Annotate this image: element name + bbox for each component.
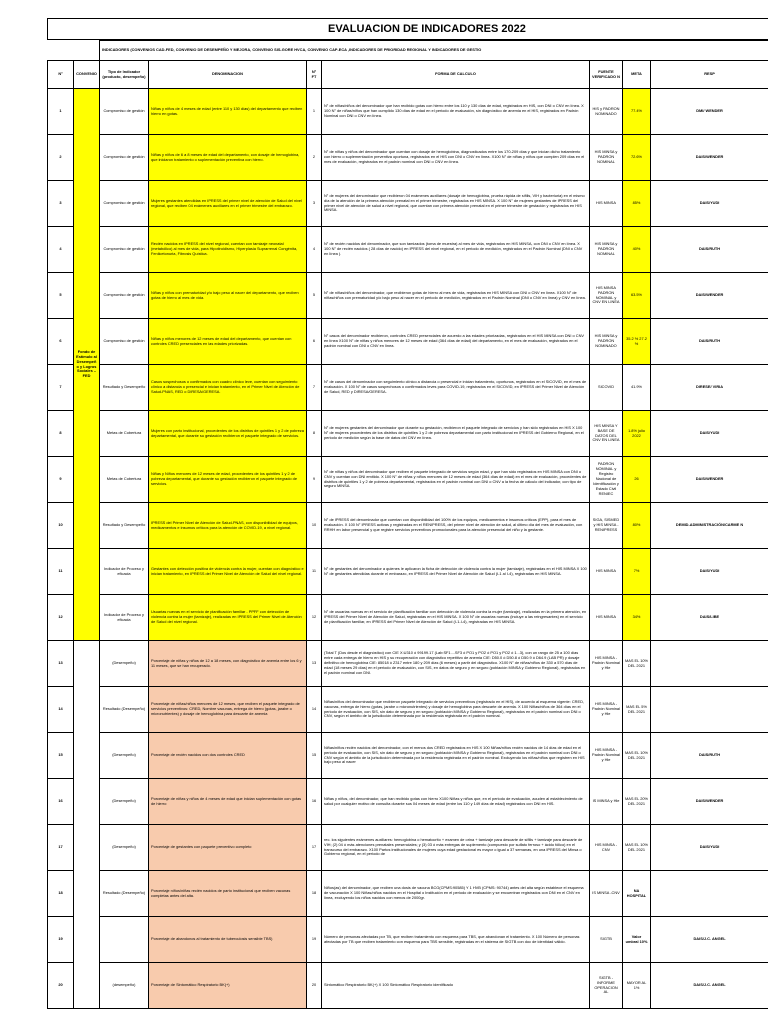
row-tipo: (desempeño)	[100, 963, 149, 1009]
row-number: 16	[48, 779, 74, 825]
row-nft: 12	[307, 595, 322, 641]
row-meta: 7%	[623, 549, 651, 595]
table-row	[48, 273, 768, 319]
row-forma: Número de personas afectadas por TB, que reciben tratamiento con esquema para TBS, que abandonan el tratamiento. X 100 Número de personas afectadas por TB que reciben tratamiento con esquema para TBS sensible, registradas en el sistema de SIGTB con doc de identidad válido.	[322, 917, 590, 963]
row-forma: Sintomático Respiratorio BK(+) X 100 Sintomático Respiratorio identificado	[322, 963, 590, 1009]
row-meta: 72.6%	[623, 135, 651, 181]
convenio-other	[74, 641, 100, 1009]
row-forma: N° de usuarias nuevas en el servicio de planificación familiar con detección de violencia contra la mujer (tamizaje), realizadas en la primera atención, en IPRESS del Primer Nivel de Atención de Salud, registradas en el HIS MINSA. X 100 N° de usuarias nuevas (incluye a las reingresantes) en el servicio de planificación familiar, en IPRESS del Primer Nivel de Atención de Salud (I-1-I-4), registradas en HIS MINSA.	[322, 595, 590, 641]
row-meta: MAS EL 20% DEL 2021	[623, 779, 651, 825]
row-fuente: HIS MINSA	[590, 595, 623, 641]
row-denominacion: Niñas y niños de 6 a 8 meses de edad del departamento, con dosaje de hemoglobina, que iniciaron tratamiento o suplementación preventiva con hierro.	[149, 135, 307, 181]
row-forma: N° de IPRESS del denominador que cuentan con disponibilidad del 100% de los equipos, medicamentos e insumos críticos (EPP), para el mes de evaluación. X 100 N° IPRESS activas y registradas en el RENIPRESS, del primer nivel de atención de salud, al último día del mes de evaluación, con RRHH en labor presencial y que registre servicios preventivos promocionales para la atención presencial del niño y la gestante.	[322, 503, 590, 549]
row-resp: DAIS/YUDI	[651, 825, 768, 871]
row-number: 13	[48, 641, 74, 687]
super-header: INDICADORES (CONVENIOS CAD-FED, CONVENIO DE DESEMPEÑO Y MEJORA, CONVENIO SIS-GORE HVCA, CONVENIO CAP-ECA ,INDICADORES DE PRIORIDAD REGIONAL Y INDICADORES DE GESTIO	[100, 41, 768, 61]
col-meta: META	[623, 61, 651, 89]
row-number: 5	[48, 273, 74, 319]
row-fuente: PADRON NOMINAL y Registro Nacional de Identificación y Estado Civil RENIEC	[590, 457, 623, 503]
table-row	[48, 503, 768, 549]
row-number: 2	[48, 135, 74, 181]
row-meta: MAS EL 10% DEL 2021	[623, 733, 651, 779]
table-row	[48, 135, 768, 181]
row-meta: 85%	[623, 181, 651, 227]
row-nft: 5	[307, 273, 322, 319]
row-forma: N° de mujeres gestantes del denominador que durante su gestación, recibieron el paquete integrado de servicios y han sido registrados en HIS X 100 N° de mujeres procedentes de los distritos de quintiles 1 y 2 de pobreza departamental con parto institucional en IPRESS del Gobierno Regional, en el periodo de medición según la base de datos del CNV en línea.	[322, 411, 590, 457]
row-number: 9	[48, 457, 74, 503]
row-forma: N° de niñas/niños del denominador que han recibido gotas con hierro entre los 110 y 130 días de edad, registrados en HIS, con DNI o CNV en línea. X 100 N° de niñas/niños que han cumplido 130 días de edad en el periodo de evaluación, sin diagnóstico de anemia en el HIS, registrados en Padrón Nominal con DNI o CNV en línea.	[322, 89, 590, 135]
table-row	[48, 595, 768, 641]
row-nft: 15	[307, 733, 322, 779]
row-denominacion: Gestantes con detección positiva de violencia contra la mujer, cuentan con diagnóstico e inician tratamiento, en IPRESS del Primer Nivel de Atención de Salud del nivel regional.	[149, 549, 307, 595]
page-title-box	[47, 18, 768, 40]
row-tipo: Compromiso de gestión	[100, 227, 149, 273]
row-nft: 8	[307, 411, 322, 457]
row-forma: N° de mujeres del denominador que recibieron 04 exámenes auxiliares (dosaje de hemoglobina, prueba rápida de sífilis, VIH y bacteriuria) en el mismo día de la atención de la primera atención prenatal en el primer trimestre, registrados en HIS MINSA. X 100 N° de mujeres gestantes de IPRESS del primer nivel de atención de salud a nivel regional, que cuentan con primera atención prenatal en el primer trimestre de gestación y registrados en HIS MINSA.	[322, 181, 590, 227]
row-resp: DAIS/YUDI	[651, 411, 768, 457]
row-resp	[651, 871, 768, 917]
row-tipo: Compromiso de gestión	[100, 89, 149, 135]
table-row	[48, 871, 768, 917]
row-resp: DIRESE/ VIRIA	[651, 365, 768, 411]
row-tipo: Metas de Cobertura	[100, 411, 149, 457]
row-fuente: HIS MINSA y PADRON NOMINADO	[590, 319, 623, 365]
row-forma: rec. los siguientes exámenes auxiliares: hemoglobina o hematocrito + examen de orina + tamizaje para descarte de sífilis + tamizaje para descarte de VIH; (2) 04 ó más atenciones prenatales presenciales; y (3) 03 ó más entregas de suplemento (compuesto por sulfato ferroso + ácido fólico) en el transcurso del embarazo. X100 Partos institucionales de mujeres cuya edad gestacional es mayor o igual a 37 semanas, en una IPRESS del Minsa o Gobierno regional, en el periodo de	[322, 825, 590, 871]
table-row	[48, 963, 768, 1009]
row-resp	[651, 687, 768, 733]
row-fuente: SIGA, SISMED y HIS MINSA - RENIPRESS	[590, 503, 623, 549]
table-row	[48, 411, 768, 457]
row-resp: DEMID-ADMINISTRACIÓN/CARME N	[651, 503, 768, 549]
row-fuente: HIS y PADRON NOMINADO	[590, 89, 623, 135]
row-number: 17	[48, 825, 74, 871]
row-denominacion: Porcentaje de niñas y niños de 12 a 18 meses, con diagnóstico de anemia entre los 6 y 11 meses, que se han recuperado.	[149, 641, 307, 687]
row-meta: NA HOSPITAL	[623, 871, 651, 917]
row-tipo: Compromiso de gestión	[100, 273, 149, 319]
row-denominacion: Porcentaje de gestantes con paquete preventivo completo	[149, 825, 307, 871]
table-row	[48, 89, 768, 135]
row-nft: 9	[307, 457, 322, 503]
row-denominacion: Niñas y Niños menores de 12 meses de edad, procedentes de los quintiles 1 y 2 de pobreza departamental, que durante su gestación recibieron el paquete integrado de servicios.	[149, 457, 307, 503]
row-denominacion: Niñas y niños de 4 meses de edad (entre 110 y 130 días) del departamento que reciben hierro en gotas.	[149, 89, 307, 135]
col-resp: RESP	[651, 61, 768, 89]
row-forma: N° de niñas y niños del denominador que cuentan con dosaje de hemoglobina, diagnosticados entre los 170-209 días y que inician dicho tratamiento con hierro o suplementación preventiva oportuna, registrados en el HIS con DNI o CNV en línea. X100 N° de niñas y niños que cumplen 209 días en el mes de evaluación, registrados en el padrón nominal con DNI o CNV en línea.	[322, 135, 590, 181]
row-tipo: Compromiso de gestión	[100, 181, 149, 227]
row-denominacion: Porcentaje de recién nacidos con dos controles CRED	[149, 733, 307, 779]
row-denominacion: Mujeres con parto institucional, procedentes de los distritos de quintiles 1 y 2 de pobreza departamental, que durante su gestación recibieron el paquete integrado de servicios.	[149, 411, 307, 457]
row-fuente: HIS MINSA - Padrón Nominal y Hle	[590, 687, 623, 733]
header-spacer	[48, 41, 100, 61]
row-fuente: HIS MINSA	[590, 549, 623, 595]
row-nft: 2	[307, 135, 322, 181]
row-nft: 1	[307, 89, 322, 135]
row-denominacion: Porcentaje de niñas/niños menores de 12 meses, que reciben el paquete integrado de servicios preventivos: CRED, Nombre vacunas, entrega de hierro (gotas, jarabe o micronutrientes) y dosaje de hemoglobina para descarte de anemia	[149, 687, 307, 733]
row-nft: 13	[307, 641, 322, 687]
table-row	[48, 687, 768, 733]
row-nft: 7	[307, 365, 322, 411]
row-denominacion: Niñas y niños con prematuridad y/o bajo peso al nacer del departamento, que reciben gotas de hierro al mes de vida.	[149, 273, 307, 319]
row-tipo	[100, 917, 149, 963]
table-row	[48, 917, 768, 963]
row-fuente: HIS MINSA	[590, 181, 623, 227]
row-tipo: Resultado (Desempeño)	[100, 871, 149, 917]
indicators-table	[47, 40, 768, 1009]
row-nft: 20	[307, 963, 322, 1009]
row-fuente: HIS MINSA PADRON NOMINAL y CNV EN LINEA	[590, 273, 623, 319]
page-title: EVALUACION DE INDICADORES 2022	[328, 23, 526, 35]
row-meta: 1.8% julio 2022	[623, 411, 651, 457]
row-number: 8	[48, 411, 74, 457]
row-denominacion: Porcentaje niños/niñas recién nacidos de parto institucional que reciben vacunas completas antes del alta.	[149, 871, 307, 917]
row-forma: Niñas y niños, del denominador, que han recibido gotas con hierro X100 Niñas y niños que, en el periodo de evaluación, acuden al establecimiento de salud por cualquier motivo de consulta durante sus 04 meses de edad (entre los 110 y 149 días de edad) registrados con DNI en HIS.	[322, 779, 590, 825]
row-fuente: IS MINSA -CNV	[590, 871, 623, 917]
row-number: 4	[48, 227, 74, 273]
row-nft: 14	[307, 687, 322, 733]
row-denominacion: Porcentaje de Sintomático Respiratorio BK(+)	[149, 963, 307, 1009]
row-resp: DAIS/RUTH	[651, 319, 768, 365]
table-row	[48, 319, 768, 365]
table-row	[48, 365, 768, 411]
col-fuente: FUENTE VERIFICADO N	[590, 61, 623, 89]
row-tipo: Indicador de Proceso y eficacia	[100, 595, 149, 641]
row-meta: MAYOR AL 1%	[623, 963, 651, 1009]
row-forma: Niños(as) del denominador, que reciben una dosis de vacuna BCG(CPMS:90585) Y 1 HVB (CPMS: 90744) antes del alta según establece el esquema de vacunación X 100 Niñas/niños nacidos en el Hospital o Institución en el periodo de evaluación y se encuentran registrados con DNI en el CNV en línea, excluyendo los niños nacidos con menos de 2000gr.	[322, 871, 590, 917]
row-fuente: HIS MINSA Y BASE DE DATOS DEL CNV EN LINEA	[590, 411, 623, 457]
row-forma: Niñas/niños recién nacidos del denominador, con el menos dos CRED registrados en HIS X 100 Niñas/niños recién nacidos de 14 días de edad en el periodo de evaluación, con SIS, sin dato de seguro y en seguro (población MINSA y Gobierno Regional), registrados en el padrón nominal con DNI o CNV según el ámbito de la jurisdicción determinada por la residencia registrada en el padrón nominal. Excluyendo los niñas/niños que registren en HIS bajo peso al nacer	[322, 733, 590, 779]
row-resp	[651, 641, 768, 687]
row-number: 1	[48, 89, 74, 135]
row-fuente: SIGTB - INFORME OPERACION AL	[590, 963, 623, 1009]
row-tipo: Resultado (Desempeño)	[100, 687, 149, 733]
row-denominacion: Casos sospechosos o confirmados con cuadro clínico leve, cuentan con seguimiento clínico a distancia o presencial e inician tratamiento, en el Primer Nivel de Atención de Salud-PNAS, RED o DIRESA/GERESA.	[149, 365, 307, 411]
row-denominacion: Recién nacidos en IPRESS del nivel regional, cuentan con tamizaje neonatal (metabólico) al mes de vida, para Hipotiroidismo, Hiperplasia Suprarrenal Congénita, Fenilcetonuria, Fibrosis Quística.	[149, 227, 307, 273]
row-number: 12	[48, 595, 74, 641]
row-resp: DAIS/RUTH	[651, 227, 768, 273]
row-tipo: (Desempeño)	[100, 733, 149, 779]
table-row	[48, 227, 768, 273]
row-resp: DAIS/RUTH	[651, 733, 768, 779]
row-tipo: Resultado y Desempeño	[100, 365, 149, 411]
col-tipo: Tipo de Indicador (producto, desempeño)	[100, 61, 149, 89]
row-fuente: HIS MINSA - Padrón Nominal y Hle	[590, 733, 623, 779]
row-meta: 35.2 % 27.2 %	[623, 319, 651, 365]
col-nft: N° FT	[307, 61, 322, 89]
row-forma: N° de recién nacidos del denominador, que son tamizados (toma de muestra) al mes de vida, registrados en HIS MINSA, con DNI o CNV en línea. X 100 N° de recién nacidos ( 28 días de nacido) en IPRESS del nivel regional, en el periodo de medición, registrados en el Padrón Nominal (DNI o CNV en línea ).	[322, 227, 590, 273]
table-row	[48, 779, 768, 825]
row-resp: DAIS/J.C. ANGEL	[651, 963, 768, 1009]
row-meta: 80%	[623, 503, 651, 549]
row-forma: N° de niñas y niños del denominador que reciben el paquete integrado de servicios según edad, y que han sido registrados en HIS MINSA con DNI o CNV y cuentan con DNI emitido. X 100 N° de niñas y niños menores de 12 meses de edad (364 días de edad) en el mes de evaluación, procedentes de distritos de quintiles 1 y 2 de pobreza departamental, registrados en el padrón nominal con DNI o CNV a la fecha de cálculo del indicador, con tipo de seguro MINSA.	[322, 457, 590, 503]
row-resp: DAIS/WENDER	[651, 135, 768, 181]
row-forma: N° de casos del denominador con seguimiento clínico a distancia o presencial e inician tratamiento, oportunos, registrados en el SICOVID, en el mes de evaluación. X 100 N° de casos sospechosos o confirmados leves para COVID-19, registrados en el SICOVID, en IPRESS del Primer Nivel de Atención de Salud, RED y DIRESA/GERESA.	[322, 365, 590, 411]
row-fuente: HIS MINSA y PADRON NOMINAL	[590, 135, 623, 181]
row-nft: 18	[307, 871, 322, 917]
row-nft: 6	[307, 319, 322, 365]
row-tipo: Compromiso de gestión	[100, 319, 149, 365]
table-row	[48, 641, 768, 687]
row-resp: DAIS/YUDI	[651, 181, 768, 227]
row-meta: Valor umbral 10%	[623, 917, 651, 963]
col-n: N°	[48, 61, 74, 89]
row-resp: DAIS/WENDER	[651, 779, 768, 825]
col-convenio: CONVENIO	[74, 61, 100, 89]
table-row	[48, 457, 768, 503]
row-number: 18	[48, 871, 74, 917]
row-number: 11	[48, 549, 74, 595]
table-row	[48, 733, 768, 779]
row-forma: (Total T (Dos desde el diagnóstico) con CIE X:U310 ó 99199.17 (Lab:SF1....SF3 ó PO1 y PO2 ó PO1 y PO2 ó 1...3), con un rango de 25 a 100 días entre cada entrega de hierro en HIS y su recuperación con diagnóstico repetitivo de anemia CIE: D50.0 ó D50.8 ó D50.9 ó D64.9 (LAB PR) y dosaje definitivo de hemoglobina CIE: 85018 ó Z317 entre 180 y 209 días (6 meses) a partir del diagnóstico. X100 N° de niñas/niños de 330 a 570 días de edad (18 meses 29 días) en el periodo de evaluación, con SIS, en datos de seguro y en seguro (población MINSA y Gobierno Regional), registrados en el padrón nominal con DNI.	[322, 641, 590, 687]
row-number: 10	[48, 503, 74, 549]
row-meta: 63.5%	[623, 273, 651, 319]
row-forma: N° de gestantes del denominador a quienes le aplicaron la ficha de detección de violencia contra la mujer (tamizaje), registradas en el HIS MINSA X 100 N° de gestantes atendidas durante el embarazo, en IPRESS del Primer Nivel de Atención de Salud (I-1 al I-4), registradas en HIS MINSA.	[322, 549, 590, 595]
row-fuente: HIS MINSA y PADRON NOMINAL	[590, 227, 623, 273]
row-tipo: (Desempeño)	[100, 825, 149, 871]
row-meta: 40%	[623, 227, 651, 273]
row-number: 14	[48, 687, 74, 733]
table-row	[48, 181, 768, 227]
row-meta: MAS EL 5% DEL 2021	[623, 687, 651, 733]
row-fuente: SICOVID	[590, 365, 623, 411]
row-number: 15	[48, 733, 74, 779]
row-fuente: IS MINSA y Hle	[590, 779, 623, 825]
row-denominacion: IPRESS del Primer Nivel de Atención de Salud-PNAS, con disponibilidad de equipos, medicamentos e insumos críticos para la atención de COVID-19, a nivel regional.	[149, 503, 307, 549]
row-forma: N° de niñas/niños del denominador, que recibieron gotas de hierro al mes de vida, registrados en HIS MINSA con DNI o CNV en línea. X100 N° de niñas/niños con prematuridad y/o bajo peso al nacer en el periodo de medición, registrados en el Padrón Nominal (DNI o CNV en línea) y CNV en línea.	[322, 273, 590, 319]
col-denominacion: DENOMINACION	[149, 61, 307, 89]
row-forma: Niñas/niños del denominador que recibieron paquete integrado de servicios preventivos (registrado en el HIS), de acuerdo al esquema vigente: CRED, vacunas, entrega de hierro (gotas, jarabe o micronutrientes) y dosaje de hemoglobina para descarte de anemia. X 100 Niñas/niños de 364 días en el periodo de evaluación, con SIS, sin dato de seguro y en seguro (población MINSA y Gobierno Regional), registrados en el padrón nominal con DNI o CNV, según el ámbito de la jurisdicción determinada por la residencia registrada en el padrón nominal.	[322, 687, 590, 733]
row-meta: MAS EL 10% DEL 2021	[623, 825, 651, 871]
row-tipo: (Desempeño)	[100, 779, 149, 825]
row-nft: 16	[307, 779, 322, 825]
row-resp: DAIS/WENDER	[651, 457, 768, 503]
row-nft: 3	[307, 181, 322, 227]
row-fuente: HIS MINSA - Padrón Nominal y Hle	[590, 641, 623, 687]
row-nft: 19	[307, 917, 322, 963]
row-nft: 11	[307, 549, 322, 595]
col-forma: FORMA DE CALCULO	[322, 61, 590, 89]
row-nft: 10	[307, 503, 322, 549]
row-resp: DAIS/WENDER	[651, 273, 768, 319]
convenio-fed: Fondo de Estímulo al Desempeño y Logros Sociales – FED	[74, 89, 100, 641]
row-resp: DMI/ WENDER	[651, 89, 768, 135]
row-resp: DAIS/YUDI	[651, 549, 768, 595]
row-nft: 4	[307, 227, 322, 273]
row-resp: DAIS/J.C. ANGEL	[651, 917, 768, 963]
row-fuente: SIGTB	[590, 917, 623, 963]
row-fuente: HIS MINSA - CNV	[590, 825, 623, 871]
row-denominacion: Usuarias nuevas en el servicio de planificación familiar - PPFF con detección de violencia contra la mujer (tamizaje), realizadas en IPRESS del Primer Nivel de Atención de Salud del nivel regional.	[149, 595, 307, 641]
row-tipo: Indicador de Proceso y eficacia	[100, 549, 149, 595]
row-number: 6	[48, 319, 74, 365]
row-tipo: (Desempeño)	[100, 641, 149, 687]
row-number: 20	[48, 963, 74, 1009]
row-meta: 34%	[623, 595, 651, 641]
row-nft: 17	[307, 825, 322, 871]
row-tipo: Metas de Cobertura	[100, 457, 149, 503]
row-resp: DAIS/LIBE	[651, 595, 768, 641]
row-number: 7	[48, 365, 74, 411]
row-meta: 77.4%	[623, 89, 651, 135]
row-forma: N° casos del denominador recibieron, controles CRED presenciales de acuerdo a las edades priorizadas, registrados en el HIS MINSA con DNI o CNV en línea X100 N° de niñas y niños menores de 12 meses de edad (364 días de edad) del departamento, en el mes de evaluación, registrados en el padrón nominal con DNI o CNV en línea.	[322, 319, 590, 365]
row-meta: 41.9%	[623, 365, 651, 411]
row-tipo: Compromiso de gestión	[100, 135, 149, 181]
table-row	[48, 549, 768, 595]
row-denominacion: Porcentaje de abandonos al tratamiento de tuberculosis sensible TBS)	[149, 917, 307, 963]
row-denominacion: Niñas y niños menores de 12 meses de edad del departamento, que cuentan con controles CRED presenciales en las edades priorizadas.	[149, 319, 307, 365]
table-row	[48, 825, 768, 871]
row-tipo: Resultado y Desempeño	[100, 503, 149, 549]
row-denominacion: Mujeres gestantes atendidas en IPRESS del primer nivel de atención de Salud del nivel regional, que reciben 04 exámenes auxiliares en el primer trimestre del embarazo.	[149, 181, 307, 227]
row-number: 3	[48, 181, 74, 227]
row-meta: 26	[623, 457, 651, 503]
row-meta: MAS EL 10% DEL 2021	[623, 641, 651, 687]
row-number: 19	[48, 917, 74, 963]
row-denominacion: Porcentaje de niñas y niños de 4 meses de edad que inician suplementación con gotas de hierro	[149, 779, 307, 825]
